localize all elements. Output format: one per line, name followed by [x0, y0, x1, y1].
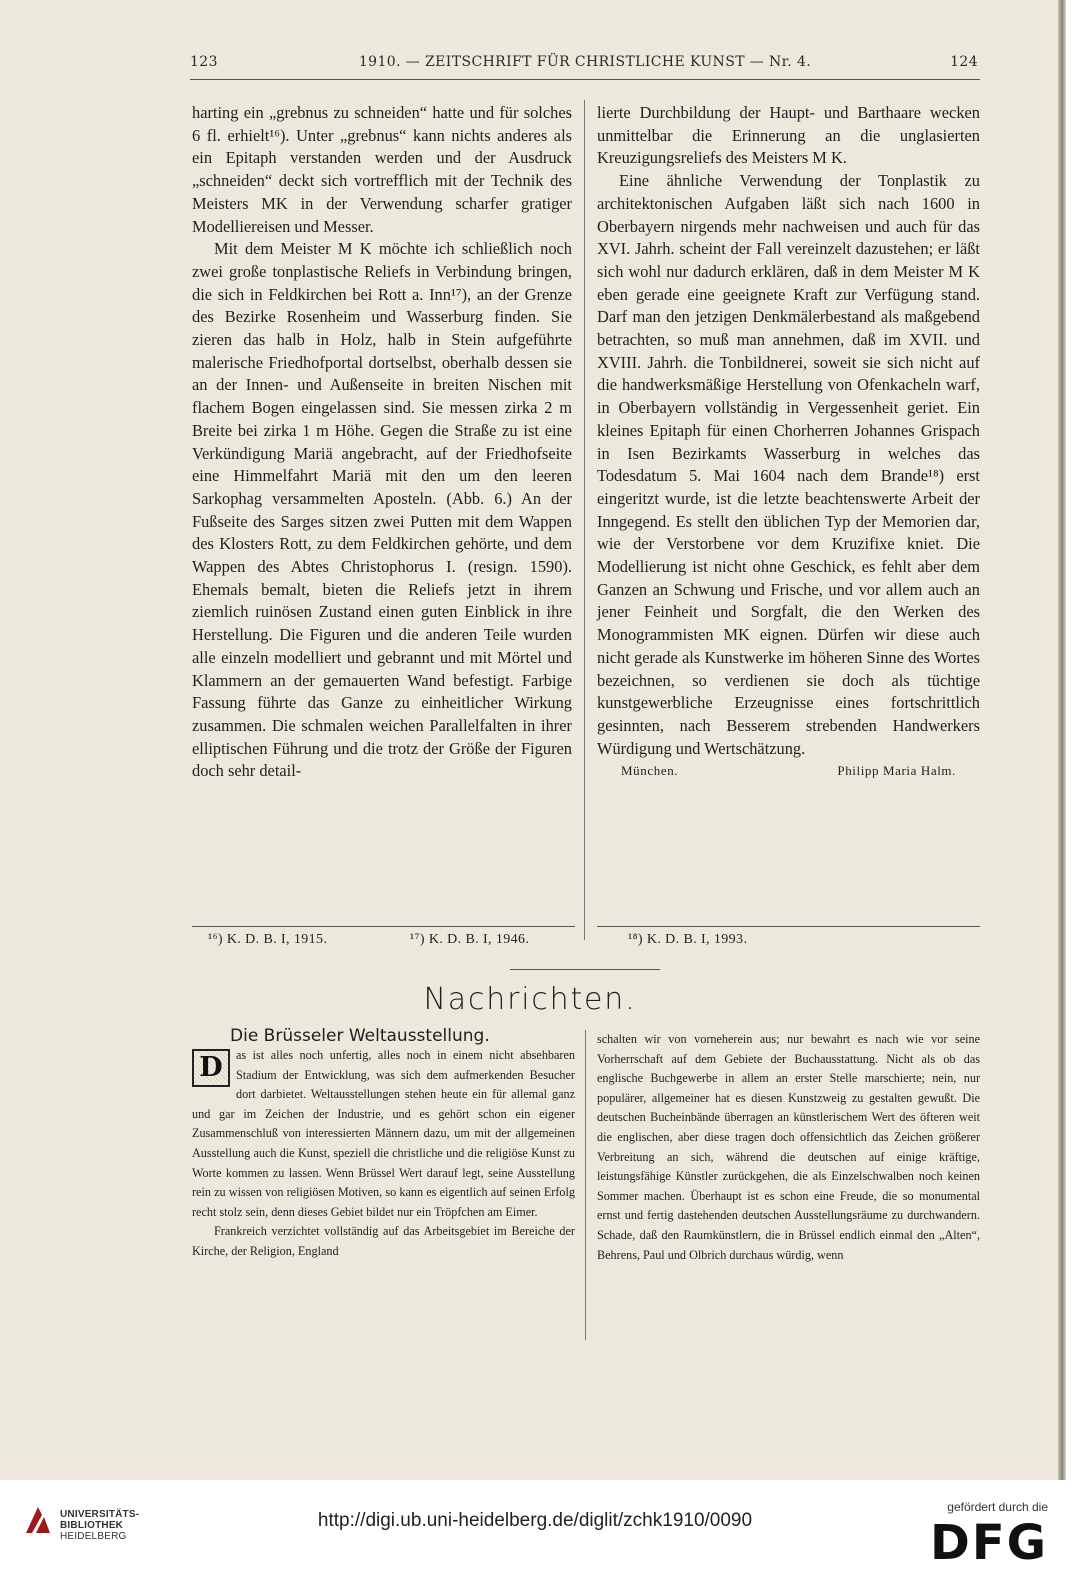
paragraph: Mit dem Meister M K möchte ich schließlich noch zwei große tonplastische Reliefs in Verbindung bringen, die sich in Feldkirchen bei Rott a. Inn¹⁷), an der Grenze des Bezirke Rosenheim und Wasserburg finden. Sie zieren das halb in Holz, halb in Stein aufgeführte malerische Friedhofportal dortselbst, oberhalb dessen sie an der Innen- und Außenseite in breiten Nischen mit flachem Bogen eingelassen sind. Sie messen zirka 2 m Breite bei zirka 1 m Höhe. Gegen die Straße zu ist eine Verkündigung Mariä angebracht, auf der Friedhofseite eine Himmelfahrt Mariä mit den um den leeren Sarkophag versammelten Aposteln. (Abb. 6.) An der Fußseite des Sarges sitzen zwei Putten mit dem Wappen des Klosters Rott, zu dem Feldkirchen gehörte, und dem Wappen des Abtes Christophorus I. (resign. 1590). Ehemals bemalt, bieten die Reliefs jetzt in ihrem ziemlich ruinösen Zustand einen guten Einblick in ihre Herstellung. Die Figuren und die anderen Teile wurden alle einzeln modelliert und gebrannt und mit Mörtel und Klammern an der gemauerten Wand befestigt. Farbige Fassung führte das Ganze zu einheitlicher Wirkung zusammen. Die schmalen weichen Parallelfalten in ihrer elliptischen Führung und die trotz der Größe der Figuren doch sehr detail-: [192, 239, 572, 781]
permalink[interactable]: http://digi.ub.uni-heidelberg.de/diglit/zchk1910/0090: [317, 1510, 753, 1531]
running-header: [190, 54, 980, 76]
section-title: Nachrichten.: [423, 982, 637, 1017]
library-name: UNIVERSITÄTS- BIBLIOTHEK HEIDELBERG: [60, 1509, 140, 1542]
column-divider: [584, 100, 585, 940]
viewer-footer: [0, 1490, 1078, 1585]
article-column-right: [597, 1030, 980, 1265]
page-number-right: 124: [950, 54, 978, 70]
page-edge: [1058, 0, 1066, 1480]
signature-place: München.: [621, 763, 679, 779]
article-paragraph: schalten wir von vorneherein aus; nur bewahrt es nach wie vor seine Vorherrschaft auf dem Gebiete der Buchausstattung. Nicht als ob das englische Buchgewerbe in allem an erster Stelle marschierte; nein, nur populärer, allgemeiner hat es diesen Kunstzweig zu gestalten gewußt. Die deutschen Bucheinbände überragen an künstlerischem Wert des öfteren weit die englischen, aber diese tragen doch offensichtlich das Zeichen größerer Verbreitung an sich, während die deutschen auf einige kräftige, leistungsfähige Künstler zurückgehen, die als Einzelschwalben noch keinen Sommer machen. Überhaupt ist es schon eine Freude, die so monumental ernst und fertig dastehenden deutschen Ausstellungsräume zu durchwandern. Schade, daß den Raumkünstlern, die in Brüssel endlich einmal den „Alten“, Behrens, Paul und Olbrich durchaus würdig, wenn: [597, 1032, 980, 1262]
paragraph: Eine ähnliche Verwendung der Tonplastik zu architektonischen Aufgaben läßt sich nach 1600 in Oberbayern nirgends mehr nachweisen und auch für das XVI. Jahrh. scheint der Fall vereinzelt dazustehen; er läßt sich wohl nur dadurch erklären, daß in dem Meister M K eben gerade eine geeignete Kraft zur Verfügung stand. Darf man den jetzigen Denkmälerbestand als maßgebend betrachten, so muß man annehmen, daß im XVII. und XVIII. Jahrh. die Tonbildnerei, soweit sie sich nicht auf die handwerksmäßige Herstellung von Ofenkacheln warf, in Oberbayern vollständig in Vergessenheit geriet. Ein kleines Epitaph für einen Chorherren Johannes Grispach in Isen Bezirkamts Wasserburg in welches das Todesdatum 5. Mai 1604 nach dem Brande¹⁸) erst eingeritzt wurde, ist die letzte beachtenswerte Arbeit der Inngegend. Es stellt den üblichen Typ der Memorien dar, wie der Verstorbene vor dem Kruzifixe kniet. Die Modellierung ist nicht ohne Geschick, es fehlt aber dem Ganzen an Schwung und Frische, und vor allem auch an jener Feinheit und Sorgfalt, die den Werken des Monogrammisten MK eignen. Dürfen wir diese auch nicht gerade als Kunstwerke im höheren Sinne des Wortes bezeichnen, so verdienen sie doch als tüchtige kunstgewerbliche Erzeugnisse eines fortschrittlich gesinnten, nach Besserem strebenden Handwerkers Würdigung und Wertschätzung.: [597, 171, 980, 758]
signature-author: Philipp Maria Halm.: [837, 763, 956, 779]
column-divider: [585, 1030, 586, 1340]
signature: [597, 760, 980, 783]
journal-title: 1910. — ZEITSCHRIFT FÜR CHRISTLICHE KUNST — Nr. 4.: [358, 54, 812, 70]
university-library-logo-icon: [22, 1503, 54, 1537]
footnote-16: ¹⁶) K. D. B. I, 1915.: [208, 932, 328, 947]
paragraph: lierte Durchbildung der Haupt- und Barthaare wecken unmittelbar die Erinnerung an die unglasierten Kreuzigungsreliefs des Meisters M K.: [597, 103, 980, 168]
footnote-rule: [192, 926, 575, 927]
footnote-rule: [597, 926, 980, 927]
footnote-18: ¹⁸) K. D. B. I, 1993.: [628, 932, 748, 947]
page-number-left: 123: [190, 54, 218, 70]
column-left: [192, 102, 572, 783]
header-rule: [190, 79, 980, 80]
dfg-logo: DFG: [929, 1515, 1048, 1571]
article-column-left: [192, 1046, 575, 1262]
paragraph: harting ein „grebnus zu schneiden“ hatte und für solches 6 fl. erhielt¹⁶). Unter „grebnus“ kann nichts anderes als ein Epitaph verstanden werden und der Ausdruck „schneiden“ deckt sich vortrefflich mit der Technik des Meisters MK in der Verwendung scharfer gratiger Modelliereisen und Messer.: [192, 103, 572, 236]
drop-cap: D: [192, 1049, 230, 1087]
section-rule: [510, 969, 660, 970]
article-paragraph: Frankreich verzichtet vollständig auf das Arbeitsgebiet im Bereiche der Kirche, der Religion, England: [192, 1224, 575, 1258]
column-right: [597, 102, 980, 783]
article-title: Die Brüsseler Weltausstellung.: [230, 1026, 490, 1046]
article-paragraph: D as ist alles noch unfertig, alles noch in einem nicht absehbaren Stadium der Entwicklung, was sich dem aufmerkenden Besucher dort darbietet. Weltausstellungen stehen heute ein für allemal ganz und gar im Zeichen der Industrie, und es gehört schon ein eigener Zusammenschluß von interessierten Männern dazu, um mit der allgemeinen Ausstellung auch die Kunst, speziell die christliche und die religiöse Kunst zu Worte kommen zu lassen. Wenn Brüssel Wert darauf legt, seine Ausstellung rein zu wissen von religiösen Motiven, so kann es eigentlich auf seinen Erfolg recht stolz sein, denn dieses Gebiet bildet nur ein Tröpfchen am Eimer.: [192, 1048, 575, 1219]
footnote-17: ¹⁷) K. D. B. I, 1946.: [410, 932, 530, 947]
funded-note: gefördert durch die: [947, 1500, 1048, 1514]
